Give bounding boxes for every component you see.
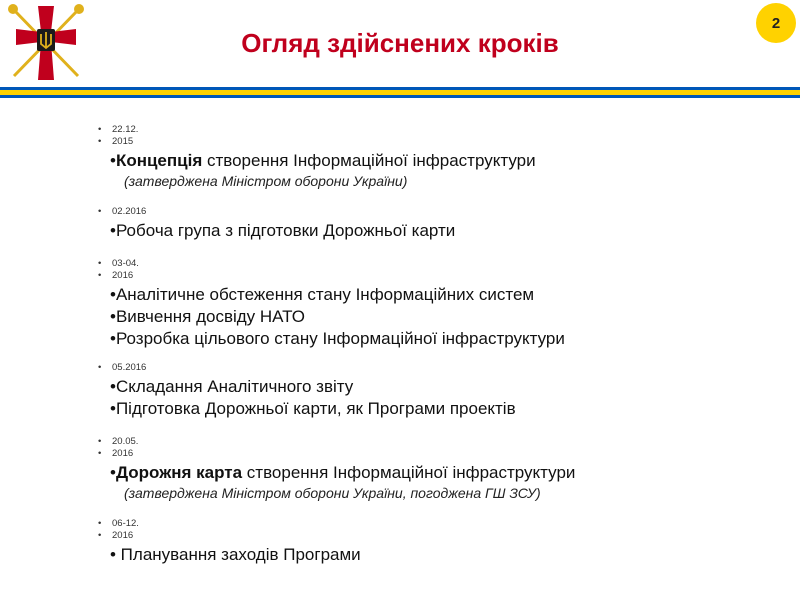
timeline-item xyxy=(98,220,778,242)
timeline xyxy=(98,124,778,582)
date-text: 06-12. xyxy=(112,518,139,529)
item-text: створення Інформаційної інфраструктури xyxy=(242,463,576,482)
bullet-icon: • xyxy=(110,377,116,396)
item-text: Планування заходів Програми xyxy=(115,545,361,564)
date-label xyxy=(98,362,778,374)
timeline-group xyxy=(98,206,778,242)
date-text: 03-04. xyxy=(112,258,139,269)
timeline-item xyxy=(98,328,778,350)
timeline-group xyxy=(98,258,778,350)
date-text: 02.2016 xyxy=(112,206,147,217)
timeline-item xyxy=(98,462,778,484)
bullet-icon: • xyxy=(98,206,102,217)
bullet-icon: • xyxy=(98,270,102,281)
timeline-group xyxy=(98,124,778,190)
date-text: 05.2016 xyxy=(112,362,147,373)
item-text: Підготовка Дорожньої карти, як Програми проектів xyxy=(115,399,516,418)
timeline-item xyxy=(98,150,778,172)
item-text: Складання Аналітичного звіту xyxy=(115,377,354,396)
bullet-icon: • xyxy=(110,151,116,170)
bullet-icon: • xyxy=(98,436,102,447)
date-text: 22.12. xyxy=(112,124,139,135)
bullet-icon: • xyxy=(98,258,102,269)
bullet-icon: • xyxy=(110,545,116,564)
bullet-icon: • xyxy=(110,285,116,304)
date-label xyxy=(98,258,778,270)
timeline-group xyxy=(98,518,778,566)
timeline-item xyxy=(98,376,778,398)
date-label xyxy=(98,206,778,218)
date-text: 2016 xyxy=(112,448,134,459)
date-label xyxy=(98,448,778,460)
item-text: Розробка цільового стану Інформаційної інфраструктури xyxy=(115,329,565,348)
bullet-icon: • xyxy=(110,329,116,348)
bullet-icon: • xyxy=(98,530,102,541)
approval-note: (затверджена Міністром оборони України) xyxy=(124,173,408,189)
bullet-icon: • xyxy=(98,518,102,529)
bullet-icon: • xyxy=(110,399,116,418)
page-number-badge: 2 xyxy=(756,3,796,43)
date-text: 2015 xyxy=(112,136,134,147)
item-bold-text: Концепція xyxy=(115,151,203,170)
timeline-item xyxy=(98,306,778,328)
bullet-icon: • xyxy=(110,463,116,482)
approval-note: (затверджена Міністром оборони України, погоджена ГШ ЗСУ) xyxy=(124,485,541,501)
date-label xyxy=(98,436,778,448)
timeline-item xyxy=(98,544,778,566)
slide-title: Огляд здійснених кроків xyxy=(241,28,559,58)
date-text: 2016 xyxy=(112,530,134,541)
date-text: 2016 xyxy=(112,270,134,281)
date-label xyxy=(98,530,778,542)
bullet-icon: • xyxy=(98,136,102,147)
bullet-icon: • xyxy=(110,221,116,240)
header-stripe-blue-bottom xyxy=(0,95,800,98)
timeline-item xyxy=(98,398,778,420)
bullet-icon: • xyxy=(98,362,102,373)
date-label xyxy=(98,124,778,136)
item-text: створення Інформаційної інфраструктури xyxy=(202,151,536,170)
timeline-group xyxy=(98,436,778,502)
item-bold-text: Дорожня карта xyxy=(115,463,243,482)
timeline-group xyxy=(98,362,778,420)
item-text: Вивчення досвіду НАТО xyxy=(115,307,306,326)
date-label xyxy=(98,136,778,148)
bullet-icon: • xyxy=(110,307,116,326)
date-text: 20.05. xyxy=(112,436,139,447)
date-label xyxy=(98,518,778,530)
date-label xyxy=(98,270,778,282)
item-text: Аналітичне обстеження стану Інформаційних систем xyxy=(115,285,535,304)
bullet-icon: • xyxy=(98,124,102,135)
slide-header xyxy=(0,0,800,100)
timeline-item xyxy=(98,284,778,306)
item-text: Робоча група з підготовки Дорожньої карти xyxy=(115,221,456,240)
bullet-icon: • xyxy=(98,448,102,459)
